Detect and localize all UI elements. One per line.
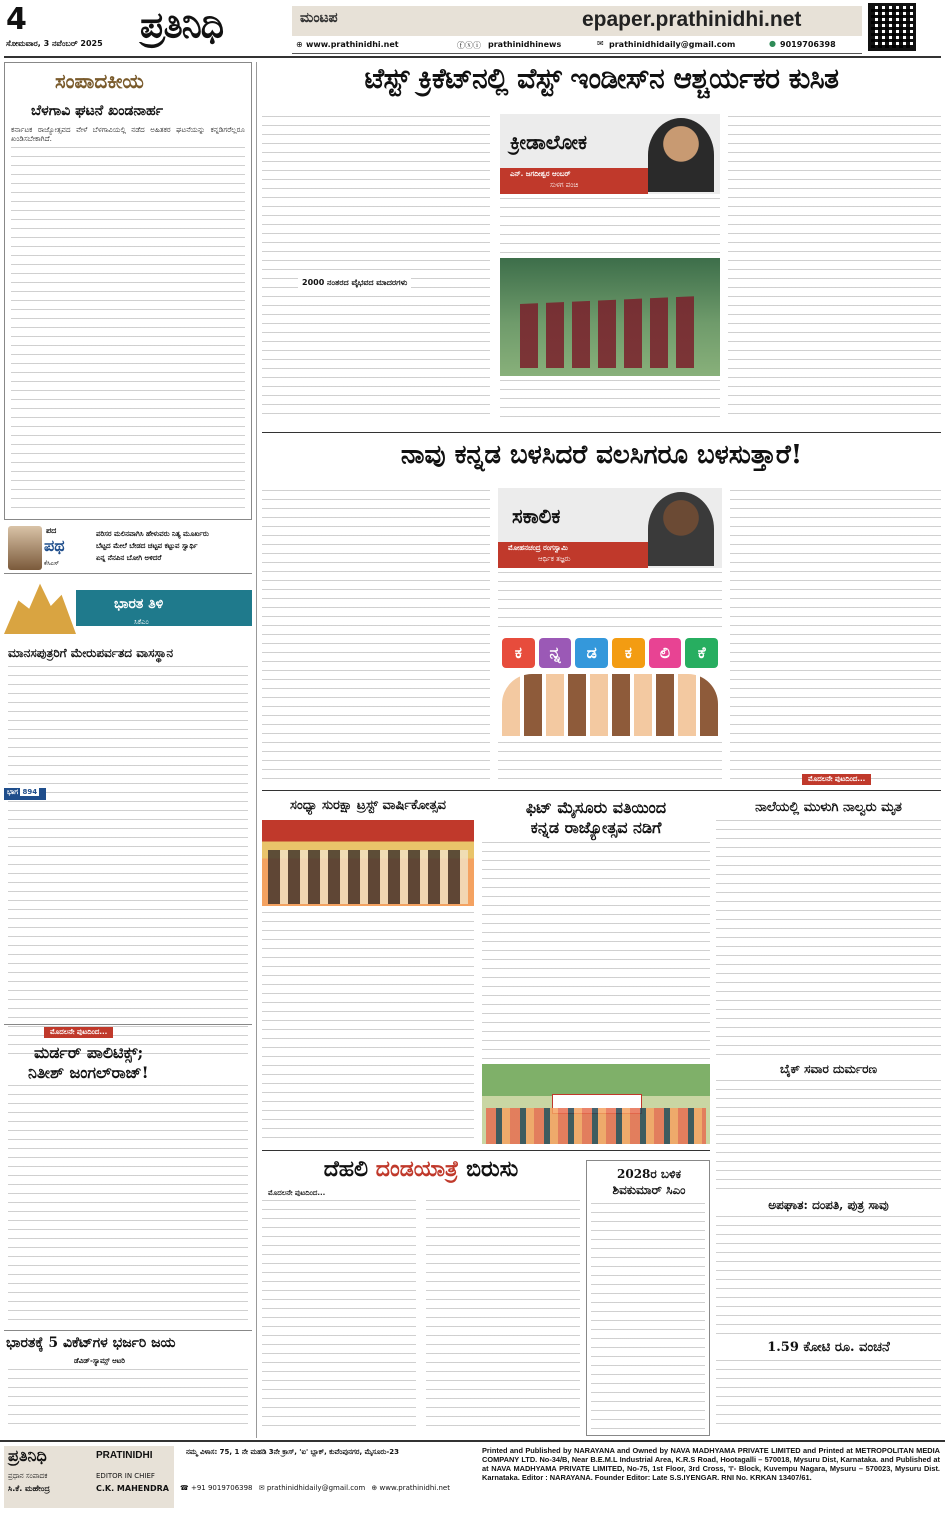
- masthead-logo: ಪ್ರತಿನಿಧಿ: [140, 4, 224, 46]
- column-divider: [256, 62, 257, 1438]
- sakalika-role: ಆರ್ಥಿಕ ತಜ್ಞರು: [538, 555, 571, 563]
- social-handle[interactable]: prathinidhinews: [488, 40, 562, 49]
- sakalika-badge: [498, 488, 722, 568]
- continued-tag: ಮೊದಲನೇ ಪುಟದಿಂದ...: [44, 1027, 113, 1038]
- player-figures: [520, 288, 700, 368]
- email-link[interactable]: prathinidhidaily@gmail.com: [609, 40, 736, 49]
- murder-headline-1: ಮರ್ಡರ್ ಪಾಲಿಟಿಕ್ಸ್;: [34, 1043, 144, 1062]
- bharata-title: ಭಾರತ ತಿಳಿ: [114, 596, 164, 612]
- murder-politics-box: [4, 1024, 252, 1324]
- nalayalli-body: [716, 820, 941, 1056]
- footer-logo-kn: ಪ್ರತಿನಿಧಿ: [8, 1446, 47, 1465]
- couple-body: [716, 1216, 941, 1334]
- author-photo: [8, 526, 42, 570]
- cricket-byline: ಡೆವಿಡ್-ಸ್ಯಾಮ್ಸ್ ಆಟರಿ: [74, 1357, 125, 1365]
- bike-headline: ಬೈಕ್ ಸವಾರ ದುರ್ಮರಣ: [779, 1062, 878, 1076]
- main-col-2-top: [500, 198, 720, 256]
- pathya-label: ಪಥ: [44, 536, 65, 555]
- social-icons: ⓕⓧⓘ: [457, 41, 481, 50]
- pada-line-2: ಬೆಟ್ಟದ ಮೇಲೆ ಬೇಡದ ಚಟ್ಟವ ಕಟ್ಟುವ ಸ್ವಾರ್ಥಿ: [96, 542, 198, 550]
- main-col-1: [262, 116, 490, 422]
- cm-body: [591, 1203, 705, 1431]
- story-rule-2: [262, 790, 941, 791]
- footer-logo-en: PRATINIDHI: [96, 1450, 153, 1461]
- crowd-figures: [486, 1108, 706, 1144]
- kannada-story: [262, 436, 941, 788]
- masthead-rule: [4, 56, 941, 58]
- continued-tag: ಮೊದಲನೇ ಪುಟದಿಂದ...: [802, 774, 871, 785]
- columnist-photo-2: [648, 492, 714, 566]
- kannada-headline: ನಾವು ಕನ್ನಡ ಬಳಸಿದರೆ ವಲಸಿಗರೂ ಬಳಸುತ್ತಾರೆ!: [400, 440, 803, 470]
- letter-bubble: ಕ: [502, 638, 535, 668]
- whatsapp-icon: ●: [769, 39, 776, 48]
- letter-bubble: ಡ: [575, 638, 608, 668]
- footer-email[interactable]: prathinidhidaily@gmail.com: [266, 1484, 366, 1492]
- cricket-headline: ಭಾರತಕ್ಕೆ 5 ವಿಕೆಟ್‌ಗಳ ಭರ್ಜರಿ ಜಯ: [6, 1335, 176, 1351]
- cm-headline-2: ಶಿವಕುಮಾರ್ ಸಿಎಂ: [612, 1183, 686, 1197]
- sakalika-title: ಸಕಾಲಿಕ: [512, 504, 561, 528]
- sakalika-author: ಮೋಹನಚಂದ್ರ ರಂಗಸ್ವಾಮಿ: [508, 544, 568, 552]
- kannada-col-2-bottom: [498, 742, 722, 784]
- kannada-col-2-top: [498, 572, 722, 632]
- delhi-headline: [262, 1156, 580, 1182]
- fit-walk-photo: [482, 1064, 710, 1144]
- cricket-brief-box: [4, 1330, 252, 1436]
- sandhya-photo: [262, 820, 474, 906]
- fit-headline-2: ಕನ್ನಡ ರಾಜ್ಯೋತ್ಸವ ನಡಿಗೆ: [530, 818, 662, 837]
- kannada-col-3: [730, 490, 941, 784]
- editorial-box: [4, 62, 252, 520]
- sandhya-headline: ಸಂಧ್ಯಾ ಸುರಕ್ಷಾ ಟ್ರಸ್ಟ್ ವಾರ್ಷಿಕೋತ್ಸವ: [290, 798, 446, 813]
- right-news-column: [716, 794, 941, 1436]
- letter-bubble: ಲಿ: [649, 638, 682, 668]
- part-number: 894: [22, 788, 38, 796]
- editorial-headline: ಬೆಳಗಾವಿ ಘಟನೆ ಖಂಡನಾರ್ಹ: [31, 103, 164, 119]
- pada-author: ಕೆಸಿಎಸ್: [44, 560, 60, 567]
- fraud-body: [716, 1360, 941, 1432]
- editor-label-en: EDITOR IN CHIEF: [96, 1472, 155, 1480]
- letter-bubble: ಕ: [612, 638, 645, 668]
- delhi-headline-b: ದಂಡಯಾತ್ರೆ: [375, 1156, 459, 1182]
- west-indies-team-photo: [500, 258, 720, 376]
- main-headline: ಟೆಸ್ಟ್ ಕ್ರಿಕೆಟ್‌ನಲ್ಲಿ ವೆಸ್ಟ್ ಇಂಡೀಸ್‌ನ ಆಶ್ಚರ್ಯಕರ ಕುಸಿತ: [364, 62, 839, 95]
- couple-headline: ಅಪಘಾತ: ದಂಪತಿ, ಪುತ್ರ ಸಾವು: [768, 1198, 889, 1212]
- continued-tag: ಮೊದಲನೇ ಪುಟದಿಂದ...: [268, 1189, 326, 1197]
- footer-brand: [4, 1446, 174, 1508]
- part-label: ಭಾಗ: [7, 788, 19, 796]
- delhi-col-1: [262, 1200, 416, 1432]
- globe-icon: ⊕: [296, 40, 303, 49]
- delhi-col-2: [426, 1200, 580, 1432]
- section-name: ಮಂಟಪ: [300, 10, 338, 26]
- qr-code-icon[interactable]: [868, 3, 916, 51]
- columnist-name: ಎನ್. ಜಗದೀಶ್ವರ ಆಂಬರ್: [510, 170, 571, 178]
- editorial-lead: ಕರ್ನಾಟಕ ರಾಜ್ಯೋತ್ಸವದ ವೇಳೆ ಬೆಳಗಾವಿಯಲ್ಲಿ ನಡೆದ ಅಹಿತಕರ ಘಟನೆಯನ್ನು ಕನ್ನಡಿಗರೆಲ್ಲರೂ ಖಂಡಿಸಬೇಕಾಗಿದೆ.: [11, 125, 245, 144]
- mail-icon: ✉: [258, 1484, 265, 1492]
- cm-headline-1: 2028ರ ಬಳಿಕ: [617, 1167, 681, 1181]
- fit-headline-1: ಫಿಟ್ ಮೈಸೂರು ವತಿಯಿಂದ: [525, 798, 667, 817]
- footer: [0, 1440, 945, 1518]
- kridaloka-badge: [500, 114, 720, 194]
- kannada-graphic: [498, 634, 722, 738]
- columnist-photo: [648, 118, 714, 192]
- editor-label-kn: ಪ್ರಧಾನ ಸಂಪಾದಕ: [8, 1472, 48, 1480]
- footer-website[interactable]: www.prathinidhi.net: [379, 1484, 450, 1492]
- main-subhead: 2000 ನಂತರದ ವೈಭವದ ಮಾದರಗಳು: [298, 278, 411, 288]
- fit-body: [482, 842, 710, 1062]
- bharata-byline: ಸಿಕೆಎಂ: [134, 618, 149, 626]
- letter-bubble: ನ್ನ: [539, 638, 572, 668]
- mail-icon: ✉: [597, 39, 604, 48]
- editorial-label: ಸಂಪಾದಕೀಯ: [55, 69, 144, 93]
- footer-address: ನಮ್ಮ ವಿಳಾಸ: 75, 1 ನೇ ಮಹಡಿ 3ನೇ ಕ್ರಾಸ್, 'ಐ' ಬ್ಲಾಕ್, ಕುವೆಂಪುನಗರ, ಮೈಸೂರು-23: [186, 1448, 400, 1456]
- contact-bar: [292, 38, 862, 54]
- masthead: [0, 0, 945, 58]
- bharata-teli-box: [4, 578, 252, 1068]
- delhi-story: [262, 1152, 580, 1436]
- bike-body: [716, 1080, 941, 1190]
- fit-mysuru-story: [482, 794, 710, 1148]
- bharata-body: [8, 666, 248, 1058]
- sandhya-story: [262, 794, 474, 1148]
- globe-icon: ⊕: [371, 1484, 378, 1492]
- cricket-body: [8, 1369, 248, 1431]
- nalayalli-headline: ನಾಲೆಯಲ್ಲಿ ಮುಳುಗಿ ನಾಲ್ವರು ಮೃತ: [755, 800, 902, 815]
- editor-name-en: C.K. MAHENDRA: [96, 1484, 169, 1493]
- kannada-col-1: [262, 490, 490, 784]
- pada-pathya-box: [4, 524, 252, 574]
- letter-bubbles: [502, 638, 718, 668]
- website-link[interactable]: www.prathinidhi.net: [306, 40, 399, 49]
- phone-number: 9019706398: [780, 40, 836, 49]
- date-line: ಸೋಮವಾರ, 3 ನವೆಂಬರ್ 2025: [6, 39, 103, 48]
- pada-line-1: ಪರಿಸರ ಮಲಿನವಾಗಿಸಿ ಹೇಳುವರು ನಿತ್ಯ ಮೂರ್ಖರು: [96, 530, 209, 538]
- columnist-role: ಸುಳಗ ಪಂಚಿ: [550, 181, 579, 189]
- bharata-title-band: [76, 590, 252, 626]
- epaper-url[interactable]: epaper.prathinidhi.net: [582, 8, 802, 31]
- sandhya-body: [262, 912, 474, 1144]
- murder-body: [8, 1085, 248, 1321]
- bharata-headline: ಮಾನಸಪುತ್ರರಿಗೆ ಮೇರುಪರ್ವತದ ವಾಸಸ್ಥಾನ: [8, 646, 174, 660]
- footer-phone: +91 9019706398: [190, 1484, 253, 1492]
- phone-icon: ☎: [180, 1484, 189, 1492]
- editor-name-kn: ಸಿ.ಕೆ. ಮಹೇಂದ್ರ: [8, 1484, 50, 1493]
- part-badge: [4, 788, 46, 800]
- story-rule-3: [262, 1150, 710, 1151]
- delhi-headline-a: ದೆಹಲಿ: [323, 1156, 369, 1182]
- delhi-headline-c: ಬಿರುಸು: [466, 1156, 519, 1182]
- letter-bubble: ಕೆ: [685, 638, 718, 668]
- cm-2028-story: [586, 1160, 710, 1436]
- footer-imprint: Printed and Published by NARAYANA and Owned by NAVA MADHYAMA PRIVATE LIMITED and Printed at METROPOLITAN MEDIA COMPANY LTD. No-34/B, Near B.E.M.L Industrial Area, K.R.S Road, Hootagalli – 570018, Mysuru Dist, Karnataka. and Published at at NAVA MADHYAMA PRIVATE LIMITED, No-75, 1st Floor, 3rd Cross, 'I'- Block, Kuvempu Nagara, Mysuru – 570023, Mysuru Dist. Karnataka. Editor : NARAYANA. Founder Editor: Late S.S.IYENGAR. RNI No. KRKAN 13407/61.: [482, 1446, 940, 1482]
- editorial-body: [11, 147, 245, 513]
- page-number: 4: [6, 2, 27, 37]
- murder-headline-2: ನಿತೀಶ್ ಜಂಗಲ್‌ರಾಜ್!: [28, 1063, 149, 1082]
- main-col-2-bottom: [500, 380, 720, 422]
- pada-line-3: ಏನ್ನ ನೆನಪಿನ ಬೋಗಿ ಅಳಿದರೆ: [96, 554, 162, 562]
- story-rule-1: [262, 432, 941, 433]
- people-illustration: [502, 674, 718, 736]
- footer-contacts: [180, 1484, 476, 1498]
- pada-label: ಪದ: [46, 526, 57, 535]
- kridaloka-title: ಕ್ರೀಡಾಲೋಕ: [510, 130, 588, 154]
- main-col-3: [728, 116, 941, 422]
- people-row: [268, 850, 468, 904]
- main-story: [262, 62, 941, 428]
- fraud-headline: 1.59 ಕೋಟಿ ರೂ. ವಂಚನೆ: [767, 1340, 890, 1355]
- bharata-illustration: [4, 578, 76, 634]
